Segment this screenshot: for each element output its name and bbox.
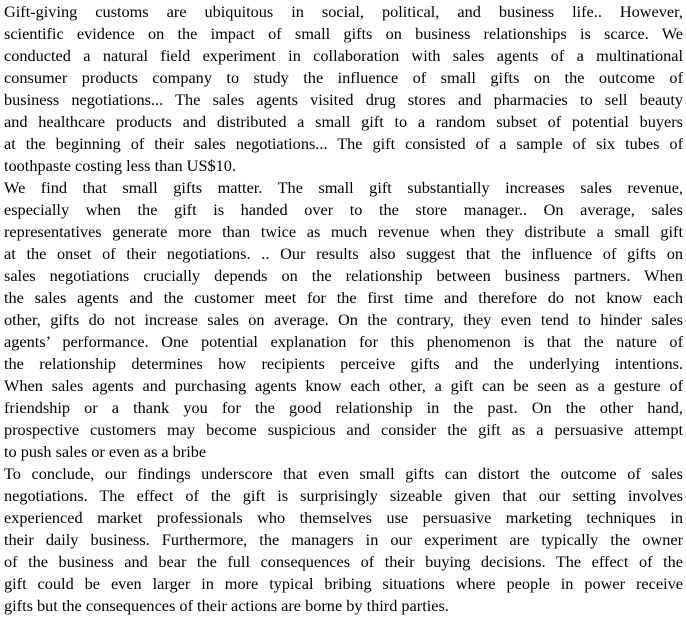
paragraph-2 (4, 177, 683, 463)
text-line: toothpaste costing less than US$10. (4, 156, 236, 175)
text-line: consumer products company to study the influence of small gifts on the outcome of (4, 68, 683, 87)
text-line: gifts but the consequences of their actions are borne by third parties. (4, 596, 449, 615)
text-line: When sales agents and purchasing agents know each other, a gift can be seen as a gesture of (4, 376, 683, 395)
text-line: negotiations. The effect of the gift is surprisingly sizeable given that our setting involves (4, 486, 683, 505)
text-line: at the onset of their negotiations. .. Our results also suggest that the influence of gifts on (4, 244, 683, 263)
text-line: the sales agents and the customer meet for the first time and therefore do not know each (4, 288, 683, 307)
text-line: the relationship determines how recipients perceive gifts and the underlying intentions. (4, 354, 683, 373)
text-line: to push sales or even as a bribe (4, 442, 207, 461)
text-line: scientific evidence on the impact of small gifts on business relationships is scarce. We (4, 24, 683, 43)
text-line: conducted a natural field experiment in collaboration with sales agents of a multinational (4, 46, 683, 65)
text-line: of the business and bear the full consequences of their buying decisions. The effect of the (4, 552, 683, 571)
text-line: at the beginning of their sales negotiations... The gift consisted of a sample of six tubes of (4, 134, 683, 153)
text-line: especially when the gift is handed over to the store manager.. On average, sales (4, 200, 683, 219)
text-line: other, gifts do not increase sales on average. On the contrary, they even tend to hinder sales (4, 310, 683, 329)
text-line: experienced market professionals who themselves use persuasive marketing techniques in (4, 508, 683, 527)
paragraph-3 (4, 463, 683, 617)
text-line: and healthcare products and distributed a small gift to a random subset of potential buyers (4, 112, 683, 131)
text-line: their daily business. Furthermore, the managers in our experiment are typically the owner (4, 530, 683, 549)
text-line: prospective customers may become suspicious and consider the gift as a persuasive attempt (4, 420, 683, 439)
text-line: friendship or a thank you for the good relationship in the past. On the other hand, (4, 398, 683, 417)
text-line: To conclude, our findings underscore that even small gifts can distort the outcome of sales (4, 464, 683, 483)
paragraph-1 (4, 1, 683, 177)
text-line: sales negotiations crucially depends on the relationship between business partners. When (4, 266, 683, 285)
text-line: We find that small gifts matter. The small gift substantially increases sales revenue, (4, 178, 683, 197)
text-line: business negotiations... The sales agents visited drug stores and pharmacies to sell beauty (4, 90, 683, 109)
text-line: agents’ performance. One potential explanation for this phenomenon is that the nature of (4, 332, 683, 351)
text-line: representatives generate more than twice as much revenue when they distribute a small gift (4, 222, 683, 241)
text-line: Gift-giving customs are ubiquitous in social, political, and business life.. However, (4, 2, 683, 21)
text-line: gift could be even larger in more typical bribing situations where people in power receive (4, 574, 683, 593)
